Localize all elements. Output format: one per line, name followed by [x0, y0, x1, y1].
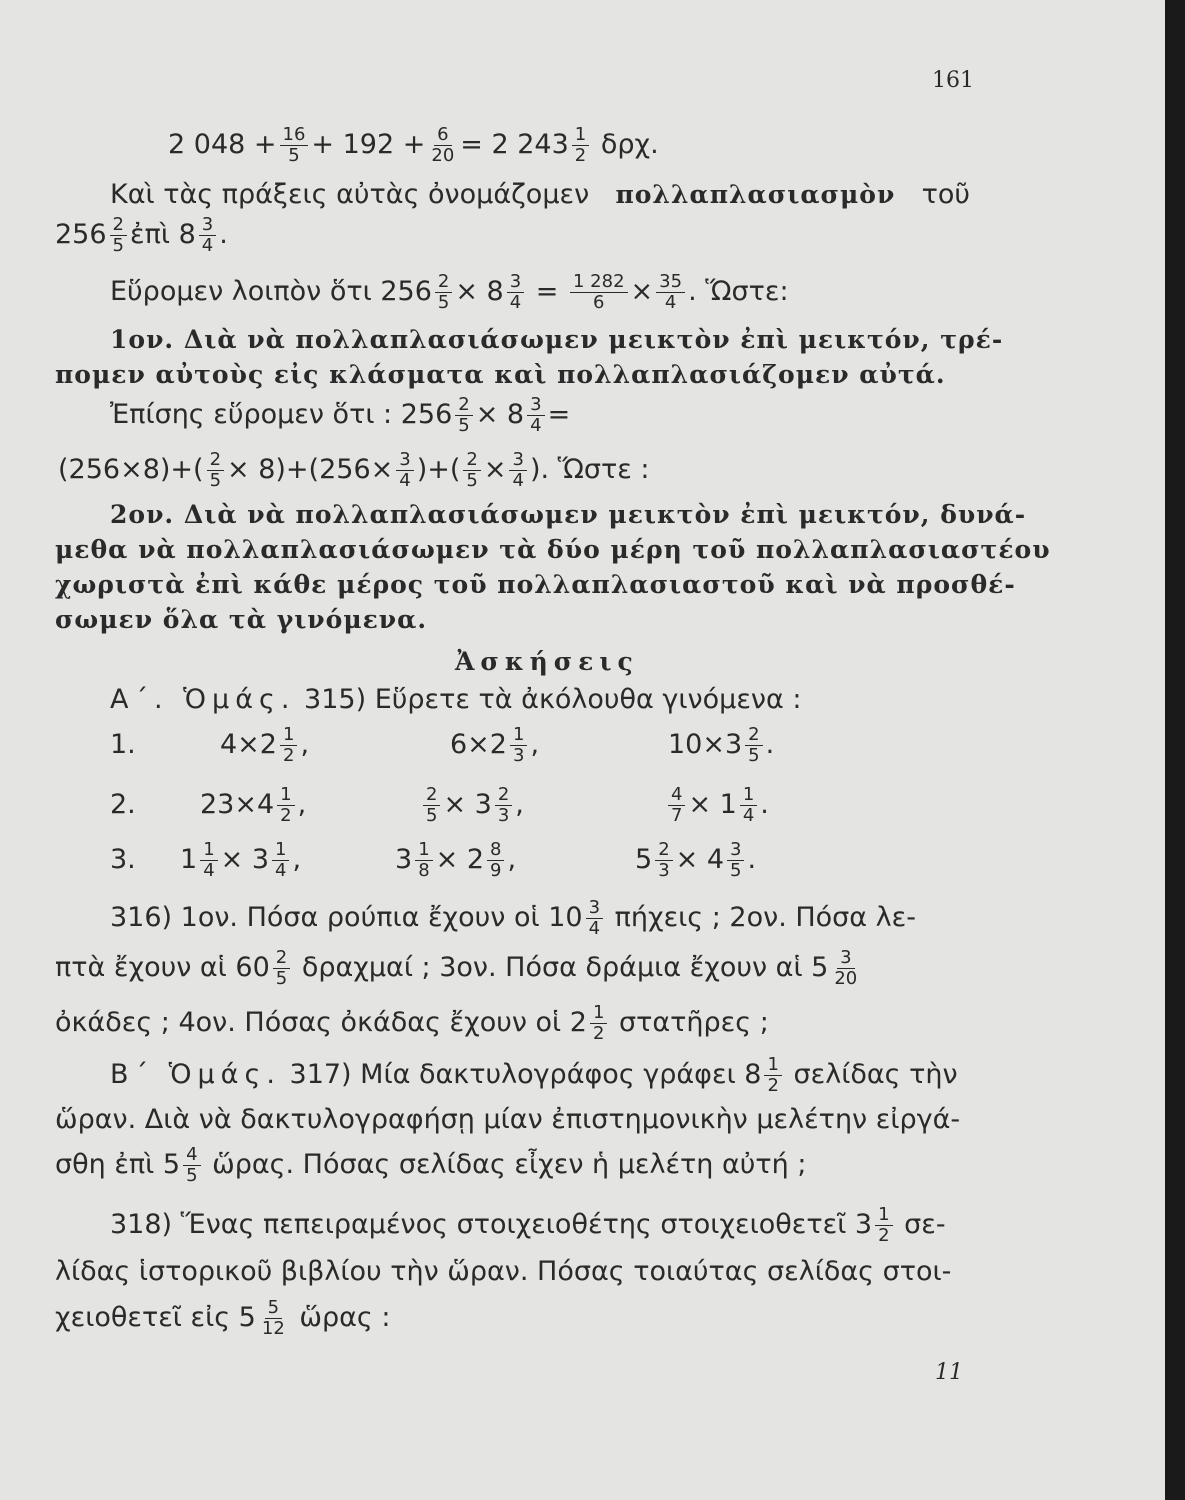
paragraph-line: 256 $\frac{2}{5}$ ἐπὶ 8 $\frac{3}{4}$ .: [55, 214, 228, 256]
rule-1-line-2: πομεν αὐτοὺς εἰς κλάσματα καὶ πολλαπλασιάζομεν αὐτά.: [55, 360, 946, 389]
exercise-row-2: 2. 23×4 $\frac{1}{2}$ , $\frac{2}{5}$ × 3 $\frac{2}{3}$ , $\frac{4}{7}$ × 1 $\frac{1}{4}$ .: [110, 784, 769, 826]
exercise-row-1: 1. 4×2 $\frac{1}{2}$ , 6×2 $\frac{1}{3}$ , 10×3 $\frac{2}{5}$ .: [110, 724, 775, 766]
exercise-318-line-2: λίδας ἱστορικοῦ βιβλίου τὴν ὥραν. Πόσας τοιαύτας σελίδας στοι-: [55, 1256, 952, 1287]
paragraph-line: Καὶ τὰς πράξεις αὐτὰς ὀνομάζομεν πολλαπλασιασμὸν τοῦ: [110, 179, 970, 210]
equation-expansion: (256×8)+( $\frac{2}{5}$ × 8)+(256× $\frac{3}{4}$ )+( $\frac{2}{5}$ × $\frac{3}{4}$ ). Ὥστε :: [58, 449, 650, 491]
exercise-317-line-1: Β΄ Ὁμάς. 317) Μία δακτυλογράφος γράφει 8 $\frac{1}{2}$ σελίδας τὴν: [110, 1054, 958, 1096]
exercise-316-line-3: ὀκάδες ; 4ον. Πόσας ὀκάδας ἔχουν οἱ 2 $\frac{1}{2}$ στατῆρες ;: [55, 1002, 769, 1044]
exercise-316-line-1: 316) 1ον. Πόσα ρούπια ἔχουν οἱ 10 $\frac{3}{4}$ πήχεις ; 2ον. Πόσα λε-: [110, 897, 916, 939]
rule-2-line-3: χωριστὰ ἐπὶ κάθε μέρος τοῦ πολλαπλασιαστοῦ καὶ νὰ προσθέ-: [55, 570, 1016, 599]
exercise-318-line-3: χειοθετεῖ εἰς 5 $\frac{5}{12}$ ὥρας :: [55, 1297, 391, 1339]
equation-sum: 2 048 + $\frac{16}{5}$ + 192 + $\frac{6}{20}$ = 2 243 $\frac{1}{2}$ δρχ.: [168, 124, 659, 166]
rule-1-line-1: 1ον. Διὰ νὰ πολλαπλασιάσωμεν μεικτὸν ἐπὶ μεικτόν, τρέ-: [110, 325, 1004, 354]
footer-signature: 11: [935, 1360, 963, 1385]
rule-2-line-4: σωμεν ὅλα τὰ γινόμενα.: [55, 605, 428, 634]
exercise-317-line-2: ὥραν. Διὰ νὰ δακτυλογραφήσῃ μίαν ἐπιστημονικὴν μελέτην εἰργά-: [55, 1104, 961, 1135]
exercise-317-line-3: σθη ἐπὶ 5 $\frac{4}{5}$ ὥρας. Πόσας σελίδας εἶχεν ἡ μελέτη αὐτή ;: [55, 1144, 807, 1186]
equation-line: Ἐπίσης εὕρομεν ὅτι : 256 $\frac{2}{5}$ × 8 $\frac{3}{4}$ =: [110, 394, 571, 436]
exercises-heading: Ἀσκήσεις: [455, 647, 639, 676]
page-edge-shadow: [1165, 0, 1185, 1500]
rule-2-line-1: 2ον. Διὰ νὰ πολλαπλασιάσωμεν μεικτὸν ἐπὶ μεικτόν, δυνά-: [110, 500, 1027, 529]
equation-result: Εὕρομεν λοιπὸν ὅτι 256 $\frac{2}{5}$ × 8 $\frac{3}{4}$ = $\frac{1 282}{6}$ × $\frac{35}{4}$ . Ὥστε:: [110, 271, 789, 313]
exercise-316-line-2: πτὰ ἔχουν αἱ 60 $\frac{2}{5}$ δραχμαί ; 3ον. Πόσα δράμια ἔχουν αἱ 5 $\frac{3}{20}$: [55, 947, 858, 989]
group-a-intro: Α΄. Ὁμάς. 315) Εὕρετε τὰ ἀκόλουθα γινόμενα :: [110, 684, 802, 715]
exercise-318-line-1: 318) Ἕνας πεπειραμένος στοιχειοθέτης στοιχειοθετεῖ 3 $\frac{1}{2}$ σε-: [110, 1204, 946, 1246]
exercise-row-3: 3. 1 $\frac{1}{4}$ × 3 $\frac{1}{4}$ , 3 $\frac{1}{8}$ × 2 $\frac{8}{9}$ , 5 $\frac{2}{3}$ × 4 $\frac{3}{5}$ .: [110, 839, 757, 881]
page-number: 161: [932, 68, 974, 93]
rule-2-line-2: μεθα νὰ πολλαπλασιάσωμεν τὰ δύο μέρη τοῦ πολλαπλασιαστέου: [55, 535, 1051, 564]
